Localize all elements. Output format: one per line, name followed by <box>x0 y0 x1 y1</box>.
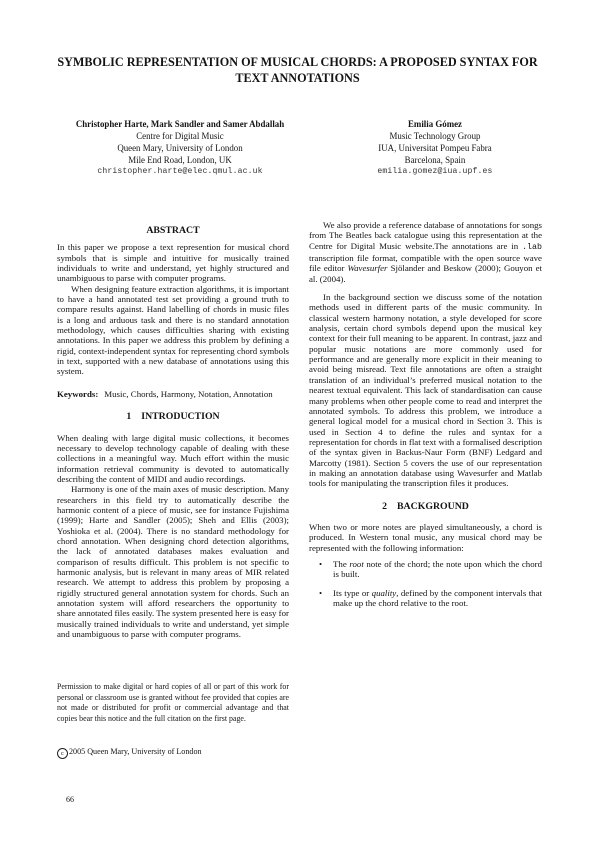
keywords <box>57 389 289 399</box>
list-item: • The root note of the chord; the note upon which the chord is built. <box>333 559 542 580</box>
section-number: 2 <box>382 500 388 512</box>
section-heading-background <box>309 502 542 512</box>
body-paragraph: When dealing with large digital music collections, it becomes necessary to develop technology capable of dealing with these collections in a meaningful way. Much effort within the music information retrieval community is devoted to automatically describing the content of MIDI and audio recordings. <box>57 432 289 484</box>
section-heading-introduction <box>57 412 289 422</box>
page-number: 66 <box>66 795 74 804</box>
keywords-label: Keywords: <box>57 388 99 399</box>
section-number: 1 <box>126 411 132 423</box>
author-names: Emilia Gómez <box>408 119 462 129</box>
author-address: Barcelona, Spain <box>404 155 466 166</box>
author-email: emilia.gomez@iua.upf.es <box>377 167 493 177</box>
author-institution: IUA, Universitat Pompeu Fabra <box>378 143 492 154</box>
body-paragraph: In the background section we discuss some of the notation methods used in different parts of the music community. In classical western harmony notation, a style developed for score analysis, certain chord symbols depend upon the musical key context for their full meaning to be apparent. In contrast, jazz and popular music notations are more commonly used for performance and are generally more explicit in their meaning to avoid being misread. Text file annotations are often a straight translation of an individual’s preferred musical notation to the nearest textual equivalent. This lack of standardisation can cause many problems when other people come to read and interpret the annotated symbols. To address this problem, we introduce a general logical model for a musical chord in Section 3. This is used in Section 4 to define the rules and syntax for a representation for chords in flat text with a formalised description of the syntax given in Backus-Naur Form (BNF) Ledgard and Marcotty (1981). Section 5 covers the use of our representation in making an annotation database using Wavesurfer and Matlab tools for manipulating the transcription files it produces. <box>309 292 542 489</box>
bullet-list <box>309 559 542 608</box>
body-paragraph: When two or more notes are played simultaneously, a chord is produced. In Western tonal music, any musical chord may be represented with the following information: <box>309 521 542 553</box>
right-column <box>309 220 542 616</box>
author-block-left <box>40 118 320 178</box>
italic-term: quality <box>371 587 397 598</box>
permission-notice: Permission to make digital or hard copies of all or part of this work for personal or classroom use is granted without fee provided that copies are not made or distributed for profit or commercial advantage and that copies bear this notice and the full citation on the first page. <box>57 682 289 723</box>
list-item: • Its type or quality, defined by the component intervals that make up the chord relative to the root. <box>333 588 542 609</box>
keywords-text: Music, Chords, Harmony, Notation, Annotation <box>104 388 273 399</box>
section-title: INTRODUCTION <box>141 411 220 423</box>
inline-code: .lab <box>522 242 542 252</box>
abstract-paragraph: In this paper we propose a text represention for musical chord symbols that is simple and intuitive for musically trained individuals to write and understand, yet highly structured and unambiguous to parse with computer programs. <box>57 242 289 284</box>
copyright-text: 2005 Queen Mary, University of London <box>69 747 202 756</box>
section-title: BACKGROUND <box>397 500 469 512</box>
copyright-icon: c <box>57 748 68 759</box>
abstract-heading: ABSTRACT <box>146 225 200 236</box>
italic-term: Wavesurfer <box>347 263 388 274</box>
left-column <box>57 220 289 639</box>
author-affiliation: Music Technology Group <box>389 131 481 142</box>
author-email: christopher.harte@elec.qmul.ac.uk <box>97 167 263 177</box>
author-block-right <box>320 118 550 178</box>
paper-title: SYMBOLIC REPRESENTATION OF MUSICAL CHORDS: A PROPOSED SYNTAX FOR TEXT ANNOTATIONS <box>57 55 538 85</box>
author-institution: Queen Mary, University of London <box>117 143 243 154</box>
author-address: Mile End Road, London, UK <box>128 155 232 166</box>
copyright-line <box>57 747 289 759</box>
author-affiliation: Centre for Digital Music <box>136 131 224 142</box>
author-names: Christopher Harte, Mark Sandler and Samer Abdallah <box>75 119 285 129</box>
body-paragraph: We also provide a reference database of annotations for songs from The Beatles back catalogue using this representation at the Centre for Digital Music website.The annotations are in .lab transcription file format, compatible with the open source wave file editor Wavesurfer Sjölander and Beskow (2000); Gouyon et al. (2004). <box>309 220 542 284</box>
italic-term: root <box>349 558 364 569</box>
body-paragraph: Harmony is one of the main axes of music description. Many researchers in this field try to automatically describe the harmonic content of a piece of music, see for instance Fujishima (1999); Harte and Sandler (2005); Sheh and Ellis (2003); Yoshioka et al. (2004). There is no standard methodology for chord annotation. When designing chord detection algorithms, the lack of annotated databases makes evaluation and comparison of results difficult. This problem is not specific to harmonic analysis, but is relevant in many areas of MIR related research. We attempt to address this problem by proposing a rigidly structured general annotation system for chords. Such an annotation system will afford researchers the opportunity to share annotated files easily. The system presented here is easy for musically trained individuals to write and understand, yet simple and unambiguous to parse with computer programs. <box>57 484 289 640</box>
abstract-paragraph: When designing feature extraction algorithms, it is important to have a hand annotated test set providing a ground truth to compare results against. Hand labelling of chords in music files is a long and arduous task and there is no standard annotation methodology, which causes difficulties sharing with existing annotations. In this paper we address this problem by defining a rigid, context-independent syntax for representing chord symbols in text, supported with a new database of annotations using this system. <box>57 283 289 377</box>
